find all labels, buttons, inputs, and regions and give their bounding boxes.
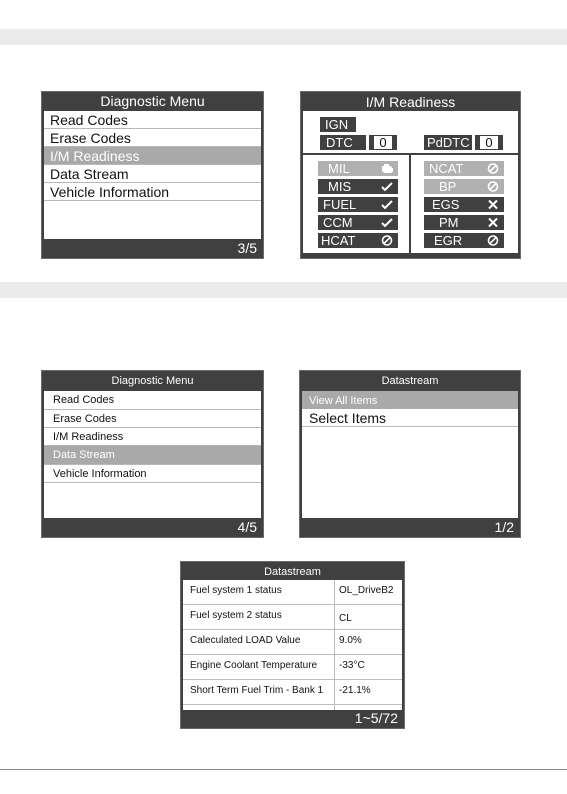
pid-value: -33°C <box>339 660 365 671</box>
check-icon <box>380 197 394 212</box>
im-readiness-screen <box>300 91 521 259</box>
not-supported-icon <box>380 233 394 248</box>
section-band-top <box>0 29 567 45</box>
im-status-panel <box>303 111 518 153</box>
screen-title: Datastream <box>381 375 439 387</box>
monitor-ccm: CCM <box>318 215 398 230</box>
check-icon <box>380 179 394 194</box>
screen-title: I/M Readiness <box>365 94 456 110</box>
pddtc-count: 0 <box>475 135 503 150</box>
menu-item-vehicle-information[interactable]: Vehicle Information <box>44 465 261 483</box>
menu-item-select-items[interactable]: Select Items <box>302 409 518 427</box>
monitor-pm: PM <box>424 215 504 230</box>
menu-list <box>44 111 261 239</box>
page-indicator: 4/5 <box>237 519 257 535</box>
pid-name: Caleculated LOAD Value <box>190 635 301 646</box>
pid-value: OL_DriveB2 <box>339 585 394 596</box>
pid-name: Fuel system 2 status <box>190 610 282 621</box>
diagnostic-menu-screen-2 <box>41 370 264 538</box>
check-icon <box>380 215 394 230</box>
page-indicator: 1~5/72 <box>354 710 398 726</box>
page-indicator: 1/2 <box>494 519 514 535</box>
not-supported-icon <box>486 161 500 176</box>
table-row[interactable] <box>183 630 402 655</box>
engine-icon <box>380 161 394 176</box>
pid-value: CL <box>339 613 352 624</box>
monitor-mil: MIL <box>318 161 398 176</box>
monitor-fuel: FUEL <box>318 197 398 212</box>
page-indicator: 3/5 <box>237 240 257 256</box>
monitor-bp: BP <box>424 179 504 194</box>
menu-item-erase-codes[interactable]: Erase Codes <box>44 129 261 147</box>
monitor-column-right <box>411 155 518 253</box>
cross-icon <box>486 215 500 230</box>
screen-title: Datastream <box>264 566 321 578</box>
dtc-count: 0 <box>369 135 397 150</box>
monitor-hcat: HCAT <box>318 233 398 248</box>
section-band-middle <box>0 282 567 298</box>
screen-title: Diagnostic Menu <box>100 93 205 109</box>
monitor-egr: EGR <box>424 233 504 248</box>
table-row[interactable] <box>183 580 402 605</box>
pid-name: Short Term Fuel Trim - Bank 1 <box>190 685 324 696</box>
pddtc-label: PdDTC <box>424 135 472 150</box>
table-row[interactable] <box>183 680 402 705</box>
pid-name: Engine Coolant Temperature <box>190 660 318 671</box>
screen-title: Diagnostic Menu <box>111 375 194 387</box>
menu-list <box>302 391 518 518</box>
menu-item-read-codes[interactable]: Read Codes <box>44 111 261 129</box>
footer-divider <box>0 769 567 770</box>
menu-item-data-stream[interactable]: Data Stream <box>44 446 261 465</box>
not-supported-icon <box>486 179 500 194</box>
menu-item-im-readiness[interactable]: I/M Readiness <box>44 147 261 165</box>
datastream-menu-screen <box>299 370 521 538</box>
menu-item-im-readiness[interactable]: I/M Readiness <box>44 428 261 446</box>
menu-list <box>44 391 261 518</box>
menu-item-vehicle-information[interactable]: Vehicle Information <box>44 183 261 201</box>
diagnostic-menu-screen-1 <box>41 91 264 259</box>
pid-name: Fuel system 1 status <box>190 585 282 596</box>
menu-item-read-codes[interactable]: Read Codes <box>44 391 261 410</box>
datastream-table-screen <box>180 561 405 729</box>
table-row[interactable] <box>183 655 402 680</box>
menu-item-data-stream[interactable]: Data Stream <box>44 165 261 183</box>
monitor-ncat: NCAT <box>424 161 504 176</box>
table-row[interactable] <box>183 605 402 630</box>
monitor-column-left <box>303 155 409 253</box>
pid-value: 9.0% <box>339 635 362 646</box>
dtc-label: DTC <box>320 135 366 150</box>
monitor-mis: MIS <box>318 179 398 194</box>
cross-icon <box>486 197 500 212</box>
ign-label: IGN <box>320 117 356 132</box>
pid-value: -21.1% <box>339 685 371 696</box>
menu-item-erase-codes[interactable]: Erase Codes <box>44 410 261 428</box>
monitor-egs: EGS <box>424 197 504 212</box>
not-supported-icon <box>486 233 500 248</box>
menu-item-view-all-items[interactable]: View All Items <box>302 391 518 409</box>
